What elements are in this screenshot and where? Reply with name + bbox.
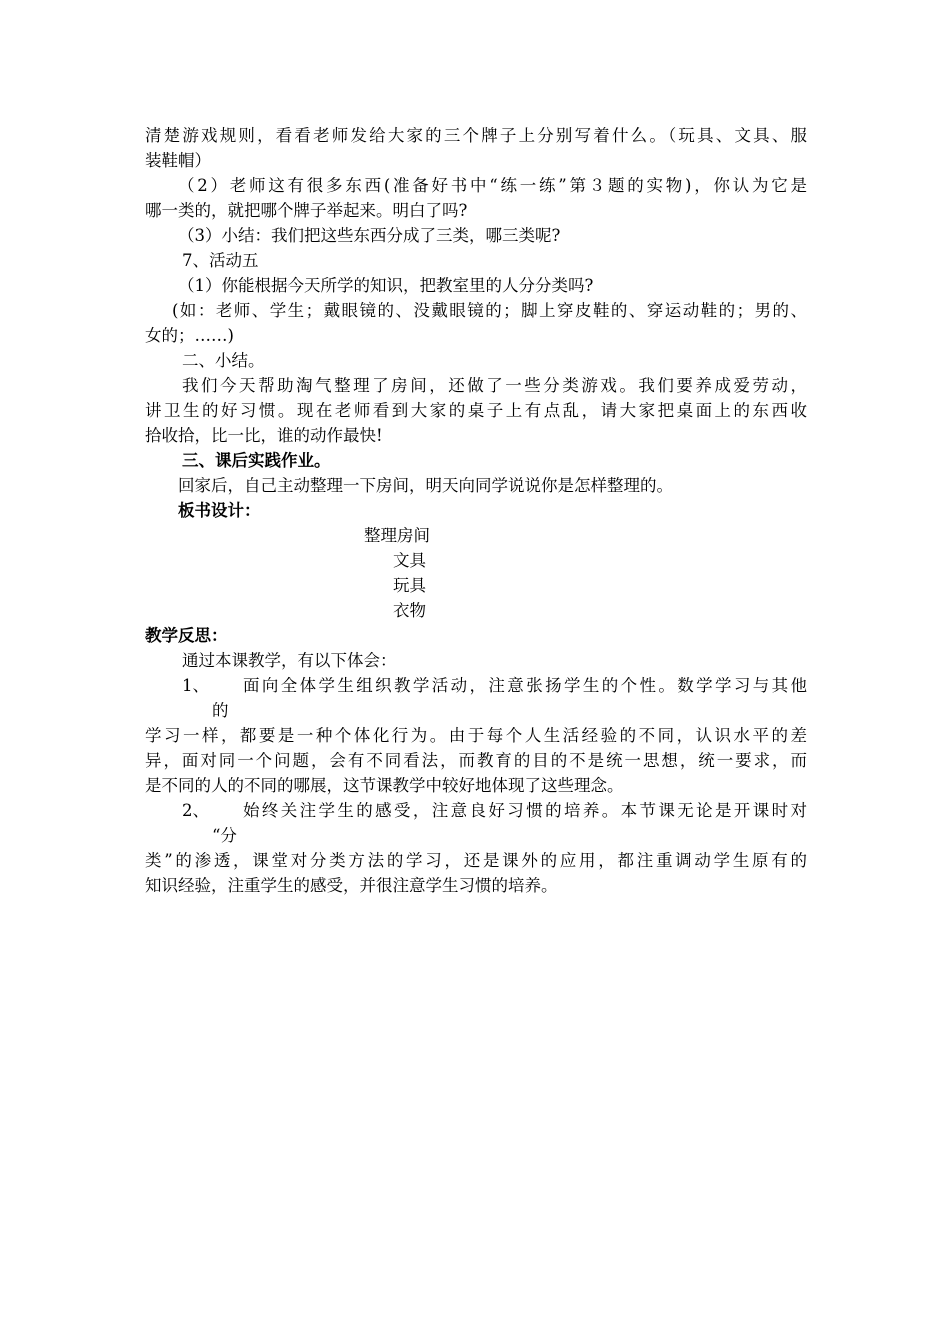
board-item: 玩具 <box>393 576 426 595</box>
text-line: 拾收拾，比一比，谁的动作最快! <box>145 426 383 445</box>
text-line: （2）老师这有很多东西(准备好书中“练一练”第３题的实物)，你认为它是 <box>178 176 807 195</box>
section-heading: 三、课后实践作业。 <box>182 451 331 470</box>
text-line: 类”的渗透，课堂对分类方法的学习，还是课外的应用，都注重调动学生原有的 <box>145 851 807 870</box>
text-line: 是不同的人的不同的哪展，这节课教学中较好地体现了这些理念。 <box>145 776 624 795</box>
text-line: （3）小结：我们把这些东西分成了三类，哪三类呢? <box>178 226 561 245</box>
section-heading: 板书设计： <box>178 501 261 520</box>
text-line: 知识经验，注重学生的感受，并很注意学生习惯的培养。 <box>145 876 558 895</box>
text-line: 的 <box>212 701 229 720</box>
text-line: 始终关注学生的感受，注意良好习惯的培养。本节课无论是开课时对 <box>243 801 807 820</box>
board-item: 文具 <box>393 551 426 570</box>
text-line: 讲卫生的好习惯。现在老师看到大家的桌子上有点乱，请大家把桌面上的东西收 <box>145 401 807 420</box>
list-number: 1、 <box>182 676 209 695</box>
text-line: 回家后，自己主动整理一下房间，明天向同学说说你是怎样整理的。 <box>178 476 673 495</box>
text-line: 装鞋帽） <box>145 151 211 170</box>
text-line: 女的；……) <box>145 326 234 345</box>
text-line: 清楚游戏规则，看看老师发给大家的三个牌子上分别写着什么。（玩具、文具、服 <box>145 126 807 145</box>
text-line: “分 <box>212 826 237 845</box>
text-line: 面向全体学生组织教学活动，注意张扬学生的个性。数学学习与其他 <box>243 676 807 695</box>
text-line: （1）你能根据今天所学的知识，把教室里的人分分类吗? <box>178 276 594 295</box>
list-number: 2、 <box>182 801 209 820</box>
text-line: 异，面对同一个问题，会有不同看法，而教育的目的不是统一思想，统一要求，而 <box>145 751 807 770</box>
text-line: (如：老师、学生；戴眼镜的、没戴眼镜的；脚上穿皮鞋的、穿运动鞋的；男的、 <box>172 301 807 320</box>
text-line: 学习一样，都要是一种个体化行为。由于每个人生活经验的不同，认识水平的差 <box>145 726 807 745</box>
board-title: 整理房间 <box>364 526 430 545</box>
section-heading: 7、活动五 <box>182 251 259 270</box>
section-heading: 教学反思： <box>145 626 228 645</box>
section-heading: 二、小结。 <box>182 351 265 370</box>
board-item: 衣物 <box>393 601 426 620</box>
text-line: 哪一类的，就把哪个牌子举起来。明白了吗? <box>145 201 468 220</box>
text-line: 通过本课教学，有以下体会： <box>182 651 397 670</box>
text-line: 我们今天帮助淘气整理了房间，还做了一些分类游戏。我们要养成爱劳动， <box>182 376 807 395</box>
